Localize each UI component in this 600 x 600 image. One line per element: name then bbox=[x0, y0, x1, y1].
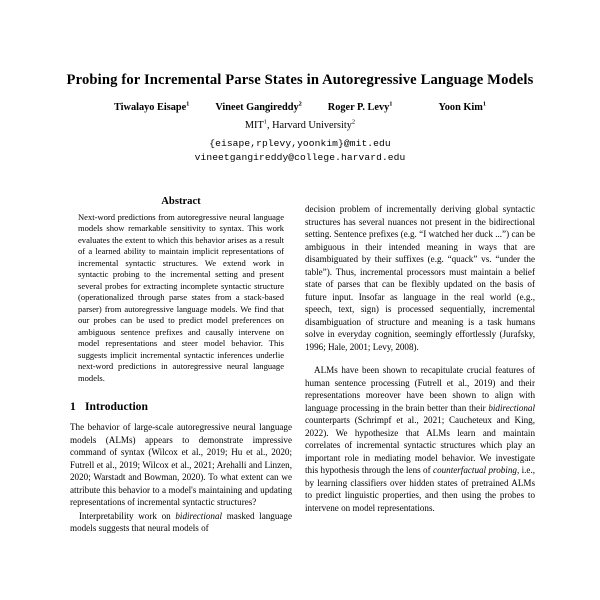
author-list bbox=[60, 102, 540, 113]
author-entry bbox=[438, 102, 486, 113]
intro-paragraph-2-text: Interpretability work on bidirectional masked language models suggests that neural models of bbox=[70, 510, 292, 534]
author-name: Roger P. Levy bbox=[327, 102, 390, 113]
author-affiliation-marker: 1 bbox=[186, 100, 190, 108]
affiliation-line bbox=[60, 120, 540, 131]
affiliation-marker-2: 2 bbox=[351, 118, 356, 126]
author-name: Tiwalayo Eisape bbox=[113, 102, 187, 113]
right-column bbox=[305, 203, 535, 514]
right-paragraph-1: decision problem of incrementally deriving global syntactic structures has several nuances not present in the bidirectional setting. Sentence prefixes (e.g. “I watched her duck ...”) can be ambiguous in their intended meaning in ways that are disambiguated by their suffixes (e.g. “quack” vs. “under the table”). Thus, incremental processors must maintain a belief state of parses that can be flexibly updated on the basis of future input. Insofar as language in the real world (e.g., speech, text, sign) is processed sequentially, incremental disambiguation of structure and meaning is a task humans solve in everyday cognition, seemingly effortlessly (Jurafsky, 1996; Hale, 2001; Levy, 2008). bbox=[305, 204, 535, 352]
affiliation-separator: , bbox=[266, 120, 273, 131]
email-line-mit: {eisape,rplevy,yoonkim}@mit.edu bbox=[209, 138, 391, 149]
section-heading-introduction bbox=[70, 401, 292, 414]
affiliation-inst1: MIT bbox=[244, 120, 264, 131]
author-name: Yoon Kim bbox=[438, 102, 483, 113]
author-entry bbox=[328, 102, 393, 113]
emphasized-term: bidirectional bbox=[488, 402, 535, 413]
intro-paragraph-1: The behavior of large-scale autoregressive neural language models (ALMs) appears to demonstrate impressive command of syntax (Wilcox et al., 2019; Hu et al., 2020; Futrell et al., 2019; Wilcox et al., 2021; Arehalli and Linzen, 2020; Warstadt and Bowman, 2020). To what extent can we attribute this behavior to a model's maintaining and updating representations of incremental syntactic structures? bbox=[70, 422, 292, 508]
abstract-heading: Abstract bbox=[161, 196, 201, 207]
author-entry bbox=[114, 102, 189, 113]
email-block bbox=[60, 137, 540, 165]
author-affiliation-marker: 2 bbox=[298, 100, 302, 108]
emphasized-term: counterfactual probing bbox=[433, 465, 517, 475]
affiliation-inst2: Harvard University bbox=[272, 120, 352, 131]
intro-paragraph-2 bbox=[70, 510, 292, 535]
abstract-section bbox=[70, 196, 292, 384]
page-title: Probing for Incremental Parse States in Autoregressive Language Models bbox=[66, 71, 534, 88]
email-line-harvard: vineetgangireddy@college.harvard.edu bbox=[194, 151, 406, 163]
section-title: Introduction bbox=[85, 400, 148, 414]
emphasized-term: bidirectional bbox=[175, 510, 223, 521]
author-affiliation-marker: 1 bbox=[389, 100, 393, 108]
section-number: 1 bbox=[70, 400, 76, 414]
author-name: Vineet Gangireddy bbox=[215, 102, 299, 113]
author-affiliation-marker: 1 bbox=[482, 100, 487, 108]
abstract-text: Next-word predictions from autoregressive neural language models show remarkable sensitivity to syntax. This work evaluates the extent to which this behavior arises as a result of a learned ability to maintain implicit representations of incremental syntactic structures. We extend work in syntactic probing to the incremental setting and present several probes for extracting incomplete syntactic structure (operationalized through parse states from a stack-based parser) from autoregressive language models. We find that our probes can be used to predict model preferences on ambiguous sentence prefixes and causally intervene on model representations and steer model behavior. This suggests implicit incremental syntactic inferences underlie next-word predictions in autoregressive neural language models. bbox=[78, 212, 284, 383]
affiliation-marker-1: 1 bbox=[263, 118, 267, 126]
left-column bbox=[70, 196, 292, 535]
right-paragraph-2: ALMs have been shown to recapitulate crucial features of human sentence processing (Futrell et al., 2019) and their representations moreover have been shown to align with language processing in the brain better than their bidirectional counterparts (Schrimpf et al., 2021; Caucheteux and King, 2022). We hypothesize that ALMs learn and maintain correlates of incremental syntactic structures which play an important role in mediating model behavior. We investigate this hypothesis through the lens of counterfactual probing, i.e., by learning classifiers over hidden states of pretrained ALMs to predict linguistic properties, and then using the probes to intervene on model representations. bbox=[305, 365, 535, 513]
author-entry bbox=[215, 102, 301, 113]
